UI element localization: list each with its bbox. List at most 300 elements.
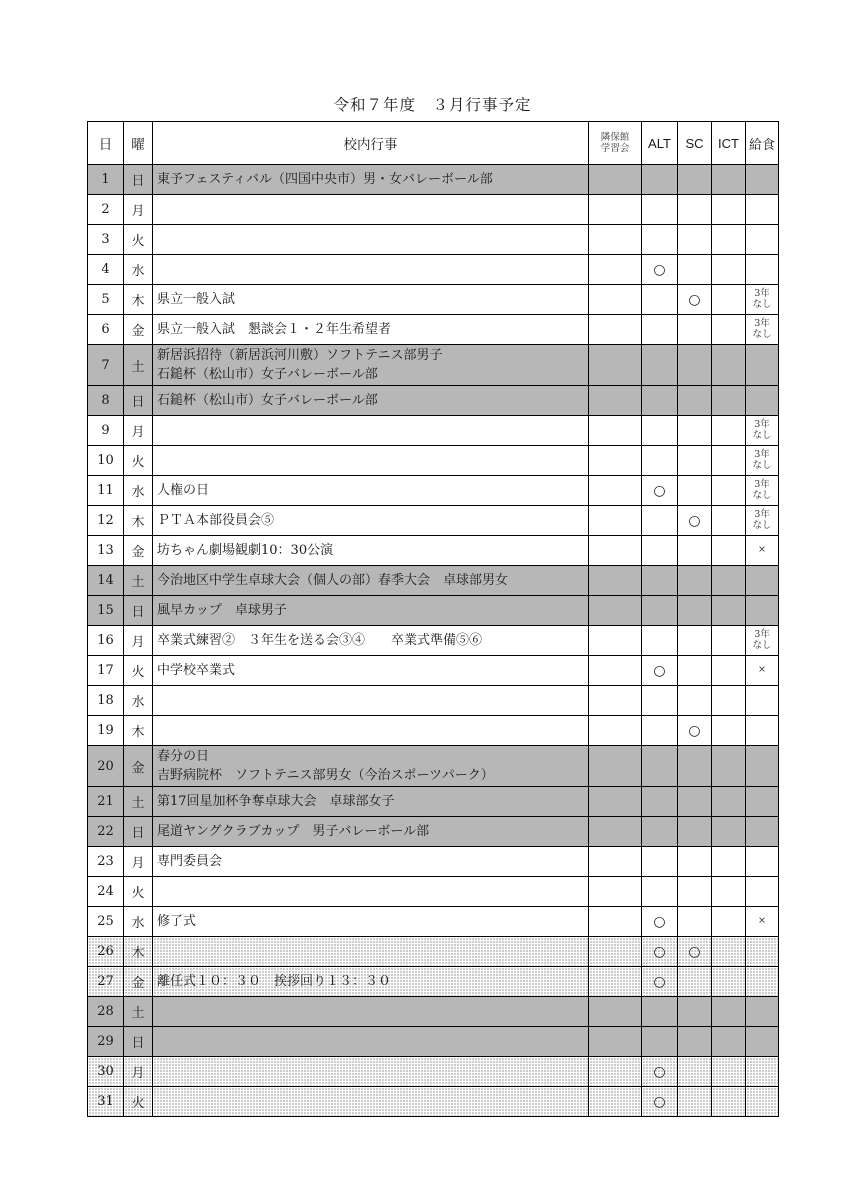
table-row-day-18	[88, 686, 779, 716]
events-cell	[153, 656, 589, 686]
rinpokan-cell	[589, 1057, 642, 1087]
alt-cell	[642, 536, 678, 566]
rinpokan-cell	[589, 937, 642, 967]
weekday-cell-line: 日	[131, 605, 145, 620]
day-cell-line: 25	[97, 914, 114, 929]
alt-cell	[642, 817, 678, 847]
weekday-cell	[124, 416, 153, 446]
sc-cell	[678, 446, 712, 476]
sc-cell	[678, 817, 712, 847]
alt-cell	[642, 746, 678, 787]
alt-cell	[642, 967, 678, 997]
table-row-day-11	[88, 476, 779, 506]
events-cell	[153, 787, 589, 817]
day-cell	[88, 195, 124, 225]
events-cell	[153, 255, 589, 285]
events-cell-line: 人権の日	[157, 483, 210, 498]
day-cell	[88, 285, 124, 315]
alt-cell-line: ○	[653, 261, 666, 278]
weekday-cell	[124, 1057, 153, 1087]
weekday-cell-line: 火	[131, 1096, 145, 1111]
day-cell-line: 18	[97, 693, 114, 708]
weekday-cell	[124, 746, 153, 787]
table-row-day-6	[88, 315, 779, 345]
events-cell	[153, 937, 589, 967]
lunch-cell	[746, 1057, 779, 1087]
lunch-cell-line: なし	[752, 298, 772, 310]
weekday-cell-line: 火	[131, 234, 145, 249]
table-row-day-13	[88, 536, 779, 566]
rinpokan-cell	[589, 1087, 642, 1117]
rinpokan-cell	[589, 787, 642, 817]
day-cell	[88, 345, 124, 386]
events-cell-line: 吉野病院杯 ソフトテニス部男女（今治スポーツパーク）	[157, 768, 494, 783]
weekday-cell-line: 木	[131, 946, 145, 961]
table-row-day-9	[88, 416, 779, 446]
ict-cell	[712, 746, 746, 787]
weekday-cell-line: 土	[131, 1006, 145, 1021]
events-cell	[153, 315, 589, 345]
table-row-day-4	[88, 255, 779, 285]
day-cell-line: 1	[101, 172, 110, 187]
day-cell-line: 24	[97, 884, 114, 899]
alt-cell	[642, 1027, 678, 1057]
rinpokan-cell	[589, 255, 642, 285]
sc-cell-line: ○	[688, 291, 701, 308]
alt-cell	[642, 877, 678, 907]
weekday-cell-line: 水	[131, 264, 145, 279]
day-cell	[88, 536, 124, 566]
weekday-cell-line: 金	[131, 976, 145, 991]
events-cell	[153, 847, 589, 877]
alt-cell	[642, 716, 678, 746]
events-cell-line: 石鎚杯（松山市）女子バレーボール部	[157, 367, 378, 382]
rinpokan-cell	[589, 847, 642, 877]
day-cell-line: 22	[97, 824, 114, 839]
weekday-cell	[124, 255, 153, 285]
sc-cell	[678, 907, 712, 937]
lunch-cell	[746, 446, 779, 476]
table-row-day-5	[88, 285, 779, 315]
sc-cell-line: ○	[688, 512, 701, 529]
events-cell	[153, 967, 589, 997]
weekday-cell-line: 日	[131, 1036, 145, 1051]
ict-cell	[712, 225, 746, 255]
weekday-cell	[124, 656, 153, 686]
col-header-rinpokan	[589, 122, 642, 165]
lunch-cell-line: なし	[752, 489, 772, 501]
sc-cell	[678, 285, 712, 315]
events-cell-line: 第17回星加杯争奪卓球大会 卓球部女子	[157, 794, 395, 809]
weekday-cell-line: 火	[131, 455, 145, 470]
events-cell	[153, 165, 589, 195]
events-cell-line: 県立一般入試 懇談会１・２年生希望者	[157, 322, 392, 337]
lunch-cell	[746, 225, 779, 255]
weekday-cell-line: 金	[131, 545, 145, 560]
sc-cell	[678, 847, 712, 877]
sc-cell	[678, 566, 712, 596]
rinpokan-cell	[589, 967, 642, 997]
weekday-cell-line: 土	[131, 796, 145, 811]
day-cell	[88, 716, 124, 746]
col-header-day: 日	[88, 122, 124, 165]
table-body	[88, 165, 779, 1117]
day-cell	[88, 626, 124, 656]
weekday-cell	[124, 596, 153, 626]
table-row-day-15	[88, 596, 779, 626]
table-row-day-1	[88, 165, 779, 195]
events-cell-line: 石鎚杯（松山市）女子バレーボール部	[157, 393, 378, 408]
alt-cell	[642, 506, 678, 536]
sc-cell	[678, 626, 712, 656]
ict-cell	[712, 817, 746, 847]
lunch-cell	[746, 315, 779, 345]
rinpokan-cell	[589, 476, 642, 506]
weekday-cell	[124, 967, 153, 997]
lunch-cell	[746, 997, 779, 1027]
table-row-day-27	[88, 967, 779, 997]
day-cell-line: 31	[97, 1094, 114, 1109]
table-row-day-19	[88, 716, 779, 746]
ict-cell	[712, 255, 746, 285]
lunch-cell-line: 3年	[754, 318, 770, 329]
day-cell	[88, 746, 124, 787]
ict-cell	[712, 656, 746, 686]
ict-cell	[712, 716, 746, 746]
alt-cell	[642, 165, 678, 195]
lunch-cell	[746, 1087, 779, 1117]
lunch-cell	[746, 787, 779, 817]
lunch-cell	[746, 566, 779, 596]
lunch-cell	[746, 817, 779, 847]
day-cell	[88, 315, 124, 345]
weekday-cell	[124, 225, 153, 255]
lunch-cell	[746, 656, 779, 686]
weekday-cell	[124, 937, 153, 967]
day-cell-line: 27	[97, 974, 114, 989]
weekday-cell-line: 木	[131, 725, 145, 740]
weekday-cell	[124, 907, 153, 937]
weekday-cell	[124, 847, 153, 877]
ict-cell	[712, 416, 746, 446]
alt-cell	[642, 1057, 678, 1087]
weekday-cell-line: 月	[131, 1066, 145, 1081]
events-cell-line: 今治地区中学生卓球大会（個人の部）春季大会 卓球部男女	[157, 573, 509, 588]
weekday-cell	[124, 476, 153, 506]
weekday-cell	[124, 195, 153, 225]
lunch-cell	[746, 285, 779, 315]
rinpokan-cell	[589, 596, 642, 626]
events-cell-line: ＰＴＡ本部役員会⑤	[157, 513, 275, 528]
rinpokan-cell	[589, 345, 642, 386]
table-row-day-2	[88, 195, 779, 225]
table-row-day-10	[88, 446, 779, 476]
events-cell	[153, 536, 589, 566]
day-cell	[88, 937, 124, 967]
day-cell-line: 8	[101, 393, 110, 408]
table-row-day-25	[88, 907, 779, 937]
alt-cell-line: ○	[653, 943, 666, 960]
day-cell-line: 3	[101, 232, 110, 247]
lunch-cell	[746, 967, 779, 997]
day-cell	[88, 967, 124, 997]
events-cell	[153, 1087, 589, 1117]
day-cell	[88, 255, 124, 285]
day-cell	[88, 787, 124, 817]
lunch-cell	[746, 255, 779, 285]
events-cell-line: 東予フェスティバル（四国中央市）男・女バレーボール部	[157, 172, 493, 187]
events-cell	[153, 1057, 589, 1087]
ict-cell	[712, 877, 746, 907]
events-cell-line: 新居浜招待（新居浜河川敷）ソフトテニス部男子	[157, 348, 443, 363]
sc-cell	[678, 746, 712, 787]
sc-cell	[678, 716, 712, 746]
weekday-cell-line: 木	[131, 515, 145, 530]
table-row-day-8	[88, 386, 779, 416]
sc-cell	[678, 997, 712, 1027]
lunch-cell-line: なし	[752, 328, 772, 340]
lunch-cell	[746, 937, 779, 967]
events-cell	[153, 817, 589, 847]
sc-cell	[678, 877, 712, 907]
lunch-cell	[746, 506, 779, 536]
events-cell-line: 卒業式練習② ３年生を送る会③④ 卒業式準備⑤⑥	[157, 633, 483, 648]
weekday-cell	[124, 446, 153, 476]
ict-cell	[712, 386, 746, 416]
lunch-cell	[746, 476, 779, 506]
events-cell	[153, 225, 589, 255]
events-cell	[153, 386, 589, 416]
day-cell-line: 6	[101, 322, 110, 337]
events-cell	[153, 1027, 589, 1057]
events-cell-line: 坊ちゃん劇場観劇10：30公演	[157, 543, 334, 558]
table-row-day-23	[88, 847, 779, 877]
weekday-cell-line: 火	[131, 886, 145, 901]
sc-cell	[678, 937, 712, 967]
alt-cell	[642, 285, 678, 315]
events-cell-line: 離任式１０：３０ 挨拶回り１３：３０	[157, 974, 392, 989]
alt-cell	[642, 195, 678, 225]
rinpokan-cell	[589, 656, 642, 686]
day-cell-line: 19	[97, 723, 114, 738]
sc-cell	[678, 255, 712, 285]
col-header-alt: ALT	[642, 122, 678, 165]
events-cell	[153, 596, 589, 626]
rinpokan-cell	[589, 877, 642, 907]
ict-cell	[712, 997, 746, 1027]
day-cell	[88, 225, 124, 255]
day-cell	[88, 817, 124, 847]
day-cell	[88, 446, 124, 476]
lunch-cell-line: 3年	[754, 449, 770, 460]
weekday-cell	[124, 1027, 153, 1057]
weekday-cell-line: 日	[131, 174, 145, 189]
weekday-cell	[124, 386, 153, 416]
weekday-cell	[124, 1087, 153, 1117]
weekday-cell	[124, 997, 153, 1027]
lunch-cell-line: 3年	[754, 509, 770, 520]
sc-cell	[678, 225, 712, 255]
sc-cell	[678, 967, 712, 997]
day-cell	[88, 847, 124, 877]
rinpokan-cell	[589, 225, 642, 255]
sc-cell	[678, 506, 712, 536]
alt-cell-line: ○	[653, 1063, 666, 1080]
weekday-cell-line: 木	[131, 294, 145, 309]
lunch-cell	[746, 416, 779, 446]
ict-cell	[712, 787, 746, 817]
day-cell	[88, 656, 124, 686]
weekday-cell	[124, 315, 153, 345]
alt-cell	[642, 686, 678, 716]
weekday-cell	[124, 536, 153, 566]
sc-cell	[678, 686, 712, 716]
weekday-cell-line: 火	[131, 665, 145, 680]
ict-cell	[712, 1027, 746, 1057]
sc-cell	[678, 476, 712, 506]
day-cell-line: 16	[97, 633, 114, 648]
events-cell	[153, 195, 589, 225]
lunch-cell	[746, 1027, 779, 1057]
lunch-cell-line: なし	[752, 429, 772, 441]
rinpokan-cell	[589, 746, 642, 787]
events-cell	[153, 877, 589, 907]
lunch-cell	[746, 716, 779, 746]
weekday-cell-line: 金	[131, 760, 145, 776]
day-cell-line: 15	[97, 603, 114, 618]
events-cell	[153, 997, 589, 1027]
alt-cell-line: ○	[653, 482, 666, 499]
day-cell	[88, 165, 124, 195]
ict-cell	[712, 967, 746, 997]
sc-cell	[678, 1027, 712, 1057]
day-cell-line: 10	[97, 453, 114, 468]
day-cell	[88, 386, 124, 416]
events-cell-line: 専門委員会	[157, 854, 223, 869]
lunch-cell	[746, 686, 779, 716]
day-cell	[88, 416, 124, 446]
rinpokan-cell	[589, 817, 642, 847]
events-cell-line: 尾道ヤングクラブカップ 男子バレーボール部	[157, 824, 430, 839]
rinpokan-cell	[589, 626, 642, 656]
rinpokan-cell	[589, 536, 642, 566]
day-cell	[88, 877, 124, 907]
ict-cell	[712, 937, 746, 967]
ict-cell	[712, 285, 746, 315]
events-cell-line: 春分の日	[157, 749, 210, 764]
day-cell-line: 20	[97, 758, 114, 774]
table-row-day-24	[88, 877, 779, 907]
day-cell-line: 28	[97, 1004, 114, 1019]
events-cell	[153, 416, 589, 446]
rinpokan-cell	[589, 1027, 642, 1057]
table-row-day-30	[88, 1057, 779, 1087]
sc-cell	[678, 596, 712, 626]
weekday-cell	[124, 877, 153, 907]
lunch-cell	[746, 746, 779, 787]
alt-cell	[642, 255, 678, 285]
table-row-day-28	[88, 997, 779, 1027]
day-cell-line: 26	[97, 944, 114, 959]
alt-cell	[642, 937, 678, 967]
alt-cell	[642, 787, 678, 817]
lunch-cell-line: 3年	[754, 419, 770, 430]
alt-cell	[642, 847, 678, 877]
sc-cell	[678, 1057, 712, 1087]
day-cell-line: 5	[101, 292, 110, 307]
alt-cell	[642, 315, 678, 345]
rinpokan-cell	[589, 386, 642, 416]
events-cell	[153, 345, 589, 386]
rinpokan-cell	[589, 566, 642, 596]
rinpokan-cell	[589, 165, 642, 195]
weekday-cell	[124, 686, 153, 716]
table-row-day-7	[88, 345, 779, 386]
lunch-cell	[746, 345, 779, 386]
weekday-cell	[124, 506, 153, 536]
sc-cell	[678, 787, 712, 817]
ict-cell	[712, 506, 746, 536]
day-cell	[88, 1027, 124, 1057]
table-row-day-22	[88, 817, 779, 847]
weekday-cell	[124, 817, 153, 847]
lunch-cell-line: なし	[752, 519, 772, 531]
day-cell	[88, 1087, 124, 1117]
ict-cell	[712, 536, 746, 566]
document-title: 令和７年度 ３月行事予定	[333, 96, 532, 114]
lunch-cell	[746, 847, 779, 877]
table-row-day-31	[88, 1087, 779, 1117]
weekday-cell-line: 月	[131, 856, 145, 871]
sc-cell-line: ○	[688, 943, 701, 960]
sc-cell	[678, 536, 712, 566]
day-cell-line: 14	[97, 573, 114, 588]
alt-cell	[642, 416, 678, 446]
table-header-row	[88, 122, 779, 165]
weekday-cell-line: 水	[131, 485, 145, 500]
sc-cell	[678, 195, 712, 225]
day-cell	[88, 907, 124, 937]
table-row-day-3	[88, 225, 779, 255]
col-header-lunch: 給食	[746, 122, 779, 165]
rinpokan-cell	[589, 686, 642, 716]
lunch-cell	[746, 907, 779, 937]
alt-cell	[642, 596, 678, 626]
col-header-ict: ICT	[712, 122, 746, 165]
ict-cell	[712, 345, 746, 386]
lunch-cell-line: 3年	[754, 479, 770, 490]
weekday-cell-line: 金	[131, 324, 145, 339]
alt-cell	[642, 907, 678, 937]
events-cell	[153, 907, 589, 937]
table-row-day-29	[88, 1027, 779, 1057]
day-cell-line: 21	[97, 794, 114, 809]
events-cell	[153, 626, 589, 656]
rinpokan-cell	[589, 997, 642, 1027]
events-cell-line: 風早カップ 卓球男子	[157, 603, 287, 618]
col-header-rinpokan-line2: 学習会	[600, 143, 630, 154]
weekday-cell	[124, 566, 153, 596]
weekday-cell-line: 土	[131, 359, 145, 375]
ict-cell	[712, 847, 746, 877]
day-cell-line: 17	[97, 663, 114, 678]
weekday-cell-line: 月	[131, 425, 145, 440]
ict-cell	[712, 476, 746, 506]
alt-cell-line: ○	[653, 1093, 666, 1110]
weekday-cell	[124, 165, 153, 195]
events-cell	[153, 506, 589, 536]
lunch-cell	[746, 626, 779, 656]
